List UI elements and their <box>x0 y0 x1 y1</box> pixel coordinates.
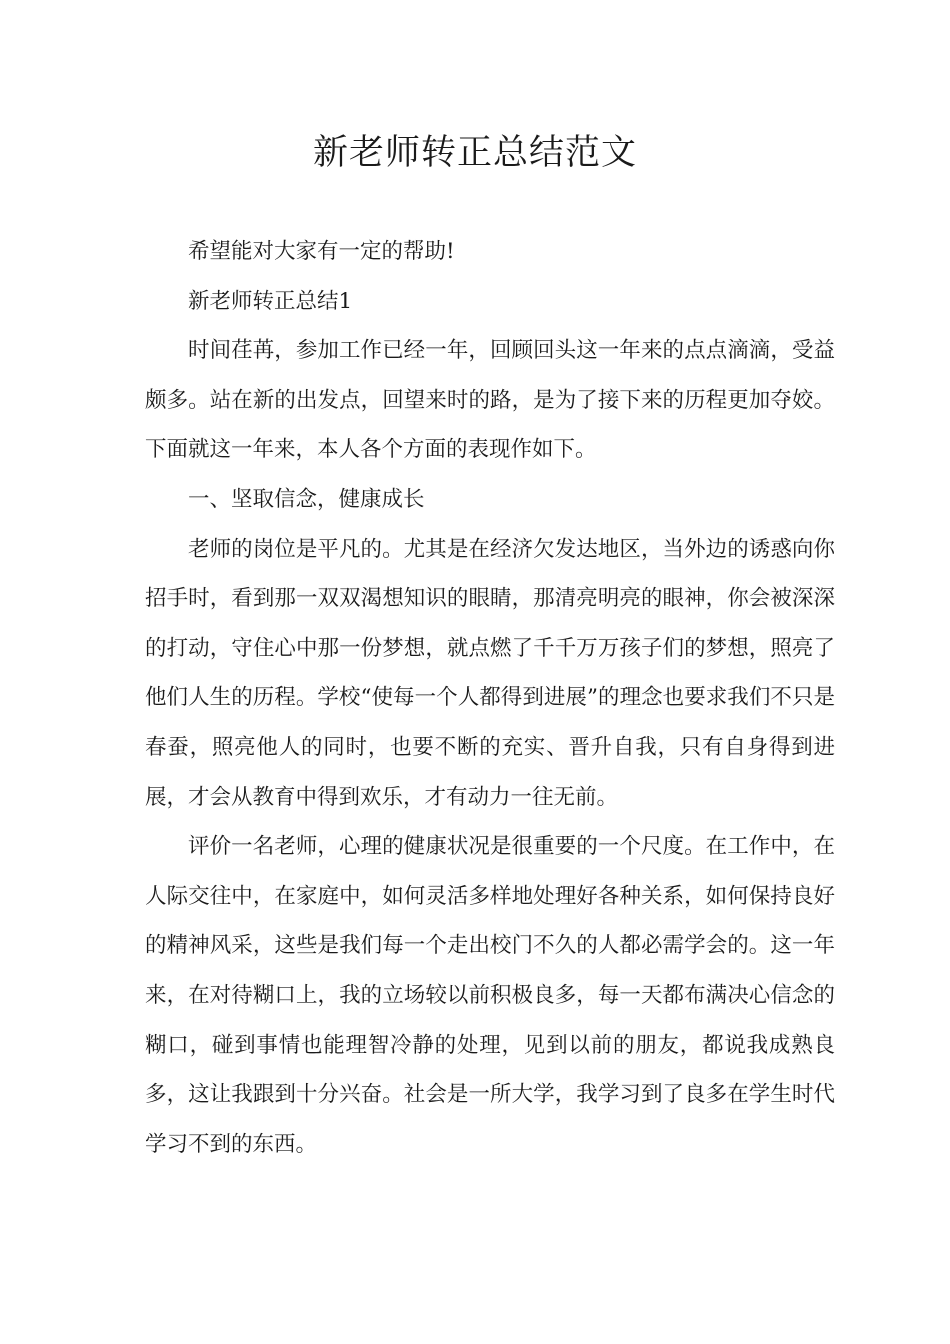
section-heading: 一、坚取信念，健康成长 <box>188 486 425 512</box>
paragraph: 评价一名老师，心理的健康状况是很重要的一个尺度。在工作中，在人际交往中，在家庭中，如何灵活多样地处理好各种关系，如何保持良好的精神风采，这些是我们每一个走出校门不久的人都必需学会的。这一年来，在对待糊口上，我的立场较以前积极良多，每一天都布满决心信念的糊口，碰到事情也能理智冷静的处理，见到以前的朋友，都说我成熟良多，这让我跟到十分兴奋。社会是一所大学，我学习到了良多在学生时代学习不到的东西。 <box>145 834 835 1157</box>
paragraph-heading: 新老师转正总结1 <box>188 288 353 314</box>
paragraph: 老师的岗位是平凡的。尤其是在经济欠发达地区，当外边的诱惑向你招手时，看到那一双双渴想知识的眼睛，那清亮明亮的眼神，你会被深深的打动，守住心中那一份梦想，就点燃了千千万万孩子们的梦想，照亮了他们人生的历程。学校“使每一个人都得到进展”的理念也要求我们不只是春蚕，照亮他人的同时，也要不断的充实、晋升自我，只有自身得到进展，才会从教育中得到欢乐，才有动力一往无前。 <box>145 536 835 810</box>
paragraph: 时间荏苒，参加工作已经一年，回顾回头这一年来的点点滴滴，受益颇多。站在新的出发点，回望来时的路，是为了接下来的历程更加夺姣。下面就这一年来，本人各个方面的表现作如下。 <box>145 338 835 463</box>
document-body <box>145 227 835 1169</box>
document-title: 新老师转正总结范文 <box>312 133 637 173</box>
paragraph-intro: 希望能对大家有一定的帮助! <box>188 239 455 264</box>
